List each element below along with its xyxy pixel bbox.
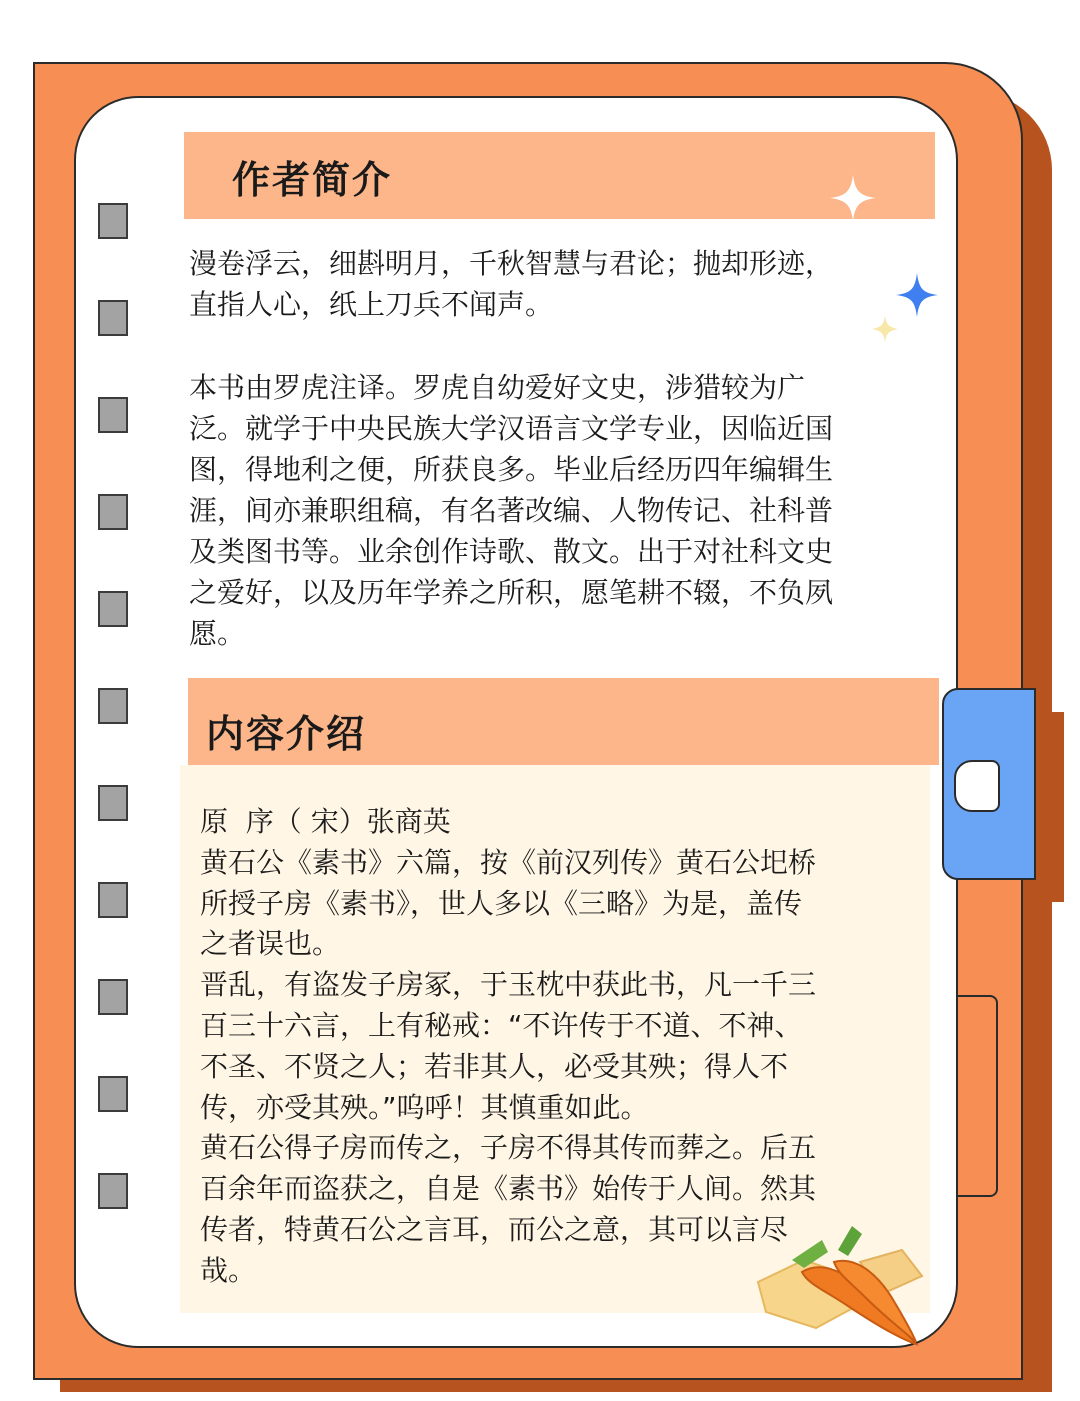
content-line: 传者，特黄石公之言耳，而公之意，其可以言尽 (200, 1212, 789, 1246)
bio-line: 之爱好，以及历年学养之所积，愿笔耕不辍，不负夙 (189, 576, 834, 609)
poem-paragraph (189, 243, 833, 325)
carrot-icon (752, 1220, 932, 1350)
poem-line: 漫卷浮云，细斟明月，千秋智慧与君论；抛却形迹， (189, 247, 834, 280)
content-line: 不圣、不贤之人；若非其人，必受其殃；得人不 (200, 1049, 789, 1083)
content-intro-title: 内容介绍 (206, 712, 367, 756)
bio-line: 及类图书等。业余创作诗歌、散文。出于对社科文史 (189, 535, 834, 568)
binder-hole (98, 203, 128, 239)
binder-hole (98, 1173, 128, 1209)
bio-line: 涯，间亦兼职组稿，有名著改编、人物传记、社科普 (189, 494, 834, 527)
content-paragraph (200, 802, 816, 1292)
sparkle-icon (896, 273, 938, 317)
binder-hole (98, 688, 128, 724)
binder-hole (98, 591, 128, 627)
binder-hole (98, 300, 128, 336)
sparkle-icon (830, 175, 876, 221)
poem-line: 直指人心，纸上刀兵不闻声。 (189, 288, 554, 321)
binder-hole (98, 979, 128, 1015)
bio-line: 愿。 (189, 617, 246, 650)
content-line: 所授子房《素书》，世人多以《三略》为是，盖传 (200, 886, 803, 920)
bookmark-tab (942, 688, 1036, 880)
bookmark-slot (954, 760, 1000, 812)
content-line: 百余年而盗获之，自是《素书》始传于人间。然其 (200, 1172, 817, 1206)
content-line: 黄石公得子房而传之，子房不得其传而葬之。后五 (200, 1131, 817, 1165)
binder-hole (98, 785, 128, 821)
bio-line: 泛。就学于中央民族大学汉语言文学专业，因临近国 (189, 412, 834, 445)
content-line: 黄石公《素书》六篇，按《前汉列传》黄石公圯桥 (200, 845, 817, 879)
binder-hole (98, 397, 128, 433)
bio-paragraph (189, 367, 833, 654)
content-line: 百三十六言，上有秘戒：“不许传于不道、不神、 (200, 1008, 803, 1042)
sparkle-icon (872, 315, 898, 343)
content-line: 之者误也。 (200, 927, 341, 961)
bio-line: 图，得地利之便，所获良多。毕业后经历四年编辑生 (189, 453, 834, 486)
content-line: 原 序（ 宋）张商英 (200, 805, 451, 838)
binder-hole (98, 494, 128, 530)
content-line: 传，亦受其殃。”呜呼！其慎重如此。 (200, 1090, 649, 1124)
side-tab (958, 995, 998, 1197)
bio-line: 本书由罗虎注译。罗虎自幼爱好文史，涉猎较为广 (189, 371, 806, 404)
author-intro-title: 作者简介 (232, 158, 393, 202)
content-line: 晋乱，有盗发子房冢，于玉枕中获此书，凡一千三 (200, 968, 817, 1002)
binder-hole (98, 1076, 128, 1112)
binder-hole (98, 882, 128, 918)
side-tab-shadow (1040, 712, 1064, 902)
content-line: 哉。 (200, 1253, 257, 1287)
